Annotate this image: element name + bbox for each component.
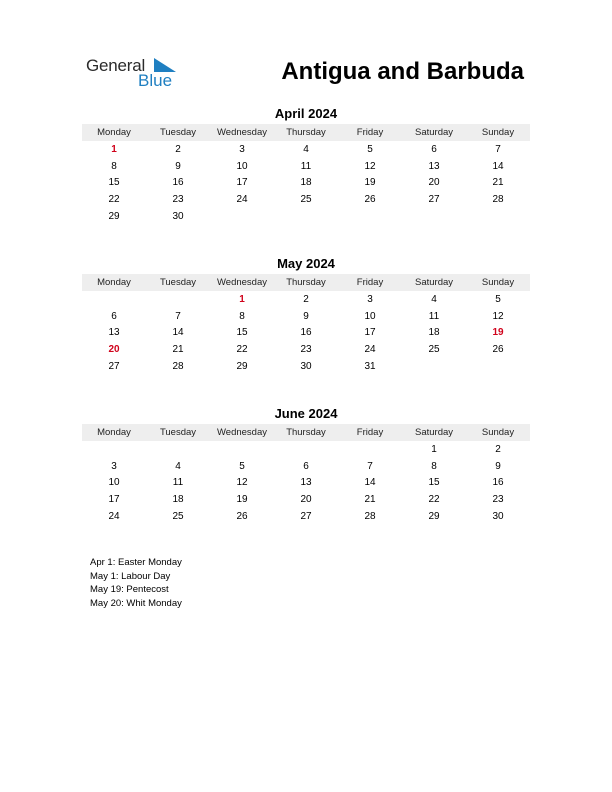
weekday-label: Wednesday xyxy=(217,277,267,288)
day-cell: 11 xyxy=(172,477,184,489)
day-cell: 28 xyxy=(492,193,504,205)
day-cell: 11 xyxy=(428,310,440,322)
day-cell: 30 xyxy=(492,510,504,522)
month-weeks xyxy=(82,441,530,524)
day-cell: 17 xyxy=(108,493,120,505)
day-cell: 13 xyxy=(108,327,120,339)
day-cell: 1 xyxy=(239,293,245,305)
country-title: Antigua and Barbuda xyxy=(281,58,524,85)
day-cell: 10 xyxy=(108,477,120,489)
weekday-label: Sunday xyxy=(481,427,515,438)
day-cell: 21 xyxy=(364,493,376,505)
holiday-item: May 19: Pentecost xyxy=(90,584,169,595)
day-cell: 15 xyxy=(108,177,120,189)
day-cell: 5 xyxy=(367,143,373,155)
weekday-label: Saturday xyxy=(414,277,454,288)
day-cell: 26 xyxy=(236,510,248,522)
day-cell: 3 xyxy=(111,460,117,472)
week-row xyxy=(82,474,530,491)
day-cell: 24 xyxy=(108,510,120,522)
weekday-label: Tuesday xyxy=(159,427,197,438)
day-cell: 30 xyxy=(172,210,184,222)
weekday-label: Monday xyxy=(97,427,131,438)
day-cell: 30 xyxy=(300,360,312,372)
week-row xyxy=(82,458,530,475)
day-cell: 12 xyxy=(236,477,248,489)
week-row xyxy=(82,291,530,308)
day-cell: 6 xyxy=(303,460,309,472)
weekday-label: Sunday xyxy=(481,127,515,138)
weekday-header xyxy=(82,274,530,291)
weekday-label: Wednesday xyxy=(217,127,267,138)
holiday-item: May 1: Labour Day xyxy=(90,570,171,582)
day-cell: 2 xyxy=(495,443,501,455)
day-cell: 18 xyxy=(172,493,184,505)
day-cell: 3 xyxy=(239,143,245,155)
logo-word-general: General xyxy=(86,56,146,75)
weekday-label: Thursday xyxy=(286,277,326,288)
day-cell: 1 xyxy=(111,143,117,155)
month-calendar-june xyxy=(82,406,530,524)
day-cell: 23 xyxy=(492,493,504,505)
day-cell: 16 xyxy=(300,327,312,339)
day-cell: 5 xyxy=(239,460,245,472)
day-cell: 9 xyxy=(495,460,501,472)
logo-triangle-icon xyxy=(154,58,176,72)
month-title: June 2024 xyxy=(274,406,338,421)
month-title: April 2024 xyxy=(274,106,338,121)
day-cell: 8 xyxy=(431,460,437,472)
week-row xyxy=(82,491,530,508)
weekday-label: Saturday xyxy=(414,427,454,438)
day-cell: 24 xyxy=(236,193,248,205)
day-cell: 18 xyxy=(300,177,312,189)
day-cell: 15 xyxy=(428,477,440,489)
weekday-label: Sunday xyxy=(481,277,515,288)
day-cell: 14 xyxy=(172,327,184,339)
day-cell: 28 xyxy=(172,360,184,372)
weekday-header xyxy=(82,424,530,441)
day-cell: 6 xyxy=(431,143,437,155)
weekday-label: Saturday xyxy=(414,127,454,138)
day-cell: 3 xyxy=(367,293,373,305)
day-cell: 5 xyxy=(495,293,501,305)
day-cell: 7 xyxy=(367,460,373,472)
week-row xyxy=(82,441,530,458)
day-cell: 14 xyxy=(364,477,376,489)
day-cell: 20 xyxy=(428,177,440,189)
day-cell: 16 xyxy=(492,477,504,489)
weekday-label: Tuesday xyxy=(159,277,197,288)
weekday-label: Monday xyxy=(97,127,131,138)
day-cell: 27 xyxy=(300,510,312,522)
day-cell: 27 xyxy=(428,193,440,205)
week-row xyxy=(82,358,530,375)
day-cell: 26 xyxy=(364,193,376,205)
day-cell: 25 xyxy=(428,343,440,355)
day-cell: 21 xyxy=(172,343,184,355)
week-row xyxy=(82,208,530,225)
day-cell: 1 xyxy=(431,443,437,455)
day-cell: 10 xyxy=(236,160,248,172)
weekday-label: Monday xyxy=(97,277,131,288)
logo-word-blue: Blue xyxy=(138,71,173,90)
day-cell: 4 xyxy=(175,460,181,472)
day-cell: 8 xyxy=(111,160,117,172)
holiday-item: May 20: Whit Monday xyxy=(90,597,182,609)
day-cell: 17 xyxy=(364,327,376,339)
weekday-label: Thursday xyxy=(286,427,326,438)
day-cell: 21 xyxy=(492,177,504,189)
day-cell: 8 xyxy=(239,310,245,322)
week-row xyxy=(82,158,530,175)
generalblue-logo xyxy=(86,56,186,92)
day-cell: 26 xyxy=(492,343,504,355)
day-cell: 19 xyxy=(364,177,376,189)
weekday-label: Friday xyxy=(356,277,384,288)
day-cell: 17 xyxy=(236,177,248,189)
day-cell: 29 xyxy=(108,210,120,222)
day-cell: 15 xyxy=(236,327,248,339)
day-cell: 2 xyxy=(303,293,309,305)
day-cell: 22 xyxy=(236,343,248,355)
day-cell: 25 xyxy=(172,510,184,522)
month-calendar-april xyxy=(82,106,530,224)
day-cell: 20 xyxy=(300,493,312,505)
week-row xyxy=(82,308,530,325)
holiday-item: Apr 1: Easter Monday xyxy=(90,557,182,568)
day-cell: 7 xyxy=(495,143,501,155)
month-title: May 2024 xyxy=(277,256,335,271)
day-cell: 23 xyxy=(300,343,312,355)
day-cell: 18 xyxy=(428,327,440,339)
day-cell: 7 xyxy=(175,310,181,322)
day-cell: 10 xyxy=(364,310,376,322)
day-cell: 16 xyxy=(172,177,184,189)
day-cell: 6 xyxy=(111,310,117,322)
day-cell: 12 xyxy=(364,160,376,172)
day-cell: 28 xyxy=(364,510,376,522)
weekday-label: Tuesday xyxy=(159,127,197,138)
day-cell: 29 xyxy=(428,510,440,522)
day-cell: 4 xyxy=(303,143,309,155)
weekday-label: Friday xyxy=(356,427,384,438)
day-cell: 2 xyxy=(175,143,181,155)
day-cell: 12 xyxy=(492,310,504,322)
day-cell: 22 xyxy=(108,193,120,205)
weekday-header xyxy=(82,124,530,141)
day-cell: 22 xyxy=(428,493,440,505)
month-weeks xyxy=(82,291,530,374)
day-cell: 9 xyxy=(303,310,309,322)
day-cell: 14 xyxy=(492,160,504,172)
day-cell: 24 xyxy=(364,343,376,355)
day-cell: 19 xyxy=(236,493,248,505)
weekday-label: Wednesday xyxy=(217,427,267,438)
day-cell: 25 xyxy=(300,193,312,205)
week-row xyxy=(82,508,530,525)
day-cell: 19 xyxy=(492,327,504,339)
weekday-label: Thursday xyxy=(286,127,326,138)
month-calendar-may xyxy=(82,256,530,374)
month-weeks xyxy=(82,141,530,224)
weekday-label: Friday xyxy=(356,127,384,138)
day-cell: 9 xyxy=(175,160,181,172)
day-cell: 27 xyxy=(108,360,120,372)
day-cell: 31 xyxy=(364,360,376,372)
day-cell: 29 xyxy=(236,360,248,372)
day-cell: 13 xyxy=(300,477,312,489)
week-row xyxy=(82,324,530,341)
day-cell: 23 xyxy=(172,193,184,205)
day-cell: 11 xyxy=(300,160,312,172)
holiday-list xyxy=(90,556,182,610)
day-cell: 13 xyxy=(428,160,440,172)
week-row xyxy=(82,341,530,358)
week-row xyxy=(82,191,530,208)
day-cell: 4 xyxy=(431,293,437,305)
week-row xyxy=(82,141,530,158)
day-cell: 20 xyxy=(108,343,120,355)
week-row xyxy=(82,174,530,191)
